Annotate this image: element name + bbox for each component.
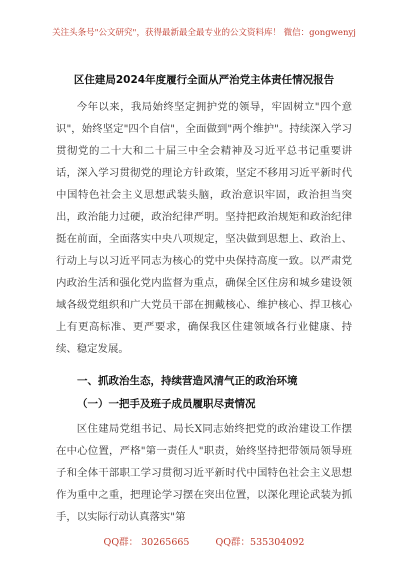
section-heading-1: 一、抓政治生态，持续营造风清气正的政治环境 [77,375,298,387]
subsection-heading-1: （一）一把手及班子成员履职尽责情况 [77,398,256,410]
footer-qq-groups [0,534,408,548]
paragraph-leadership: 区住建局党组书记、局长X同志始终把党的政治建设工作摆在中心位置，严格"第一责任人"职责，始终坚持把带领局领导班子和全体干部职工学习贯彻习近平新时代中国特色社会主义思想作为重中之重，把理论学习摆在突出位置，以深化理论武装为抓手，以实际行动认真落实"第 [56,423,352,523]
paragraph-intro: 今年以来，我局始终坚定拥护党的领导，牢固树立"四个意识"，始终坚定"四个自信"，全面做到"两个维护"。持续深入学习贯彻党的二十大和二十届三中全会精神及习近平总书记重要讲话，深入学习贯彻党的理论方针政策，坚定不移用习近平新时代中国特色社会主义思想武装头脑，政治意识牢固，政治担当突出，政治能力过硬，政治纪律严明。坚持把政治规矩和政治纪律挺在前面，全面落实中央八项规定，坚决做到思想上、政治上、行动上与以习近平同志为核心的党中央保持高度一致。以严肃党内政治生活和强化党内监督为重点，确保全区住房和城乡建设领域各级党组织和广大党员干部在拥戴核心、维护核心、捍卫核心上有更高标准、更严要求，确保我区住建领域各行业健康、持续、稳定发展。 [56,101,352,355]
footer-qq-group-1: QQ群： 30265665 [103,537,190,548]
header-promo-note: 关注头条号"公文研究"，获得最新最全最专业的公文资料库！ 微信：gongwenyj [52,28,356,38]
document-title: 区住建局2024年度履行全面从严治党主体责任情况报告 [73,74,335,86]
footer-qq-group-2: QQ群：535304092 [215,537,305,548]
